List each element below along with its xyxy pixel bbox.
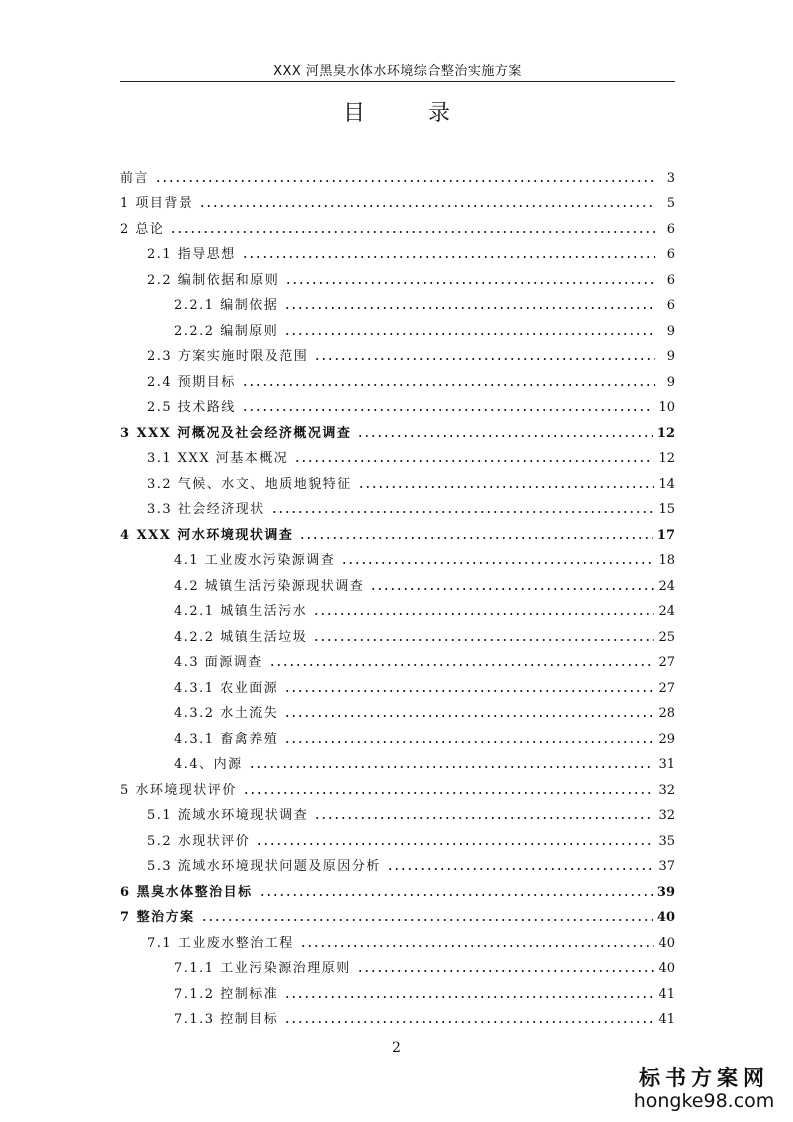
toc-entry-label: 4.4、内源 bbox=[174, 757, 243, 772]
toc-dot-leader bbox=[357, 970, 655, 972]
toc-dot-leader bbox=[155, 180, 655, 182]
toc-entry-page: 41 bbox=[658, 986, 675, 1002]
toc-entry-label: 7 整治方案 bbox=[120, 910, 195, 925]
toc-entry-label: 4.3.1 畜禽养殖 bbox=[174, 731, 279, 747]
toc-dot-leader bbox=[256, 843, 654, 845]
toc-dot-leader bbox=[201, 919, 653, 921]
toc-dot-leader bbox=[341, 562, 654, 564]
toc-entry-label: 4.3.1 农业面源 bbox=[174, 680, 279, 696]
toc-dot-leader bbox=[299, 537, 653, 539]
toc-entry-label: 4.2.1 城镇生活污水 bbox=[174, 604, 308, 619]
toc-dot-leader bbox=[387, 868, 655, 870]
toc-dot-leader bbox=[314, 358, 655, 360]
toc-dot-leader bbox=[243, 792, 655, 794]
toc-entry-page: 14 bbox=[658, 476, 675, 492]
toc-entry-label: 3.2 气候、水文、地质地貌特征 bbox=[147, 476, 352, 492]
toc-entry-page: 27 bbox=[658, 680, 675, 696]
toc-entry-page: 24 bbox=[658, 578, 675, 594]
toc-entry[interactable] bbox=[120, 517, 675, 543]
toc-entry[interactable] bbox=[120, 619, 675, 645]
toc-entry-page: 6 bbox=[666, 221, 675, 237]
toc-entry-label: 5.2 水现状评价 bbox=[147, 833, 251, 849]
toc-entry[interactable] bbox=[120, 951, 675, 977]
toc-entry[interactable] bbox=[120, 441, 675, 467]
toc-entry[interactable] bbox=[120, 594, 675, 620]
toc-entry-label: 5.1 流域水环境现状调查 bbox=[147, 808, 309, 823]
toc-entry-label: 3.1 XXX 河基本概况 bbox=[147, 451, 289, 466]
toc-entry-label: 2.2.1 编制依据 bbox=[174, 298, 279, 313]
toc-entry[interactable] bbox=[120, 262, 675, 288]
toc-entry-page: 25 bbox=[658, 629, 675, 645]
toc-dot-leader bbox=[284, 690, 654, 692]
toc-entry-label: 7.1.3 控制目标 bbox=[174, 1012, 279, 1027]
toc-entry-label: 4.2.2 城镇生活垃圾 bbox=[174, 629, 308, 645]
toc-title: 目 录 bbox=[343, 101, 478, 126]
toc-entry-page: 29 bbox=[658, 731, 675, 747]
toc-entry-page: 9 bbox=[666, 349, 675, 364]
toc-entry[interactable] bbox=[120, 492, 675, 518]
toc-dot-leader bbox=[284, 307, 655, 309]
toc-dot-leader bbox=[199, 205, 655, 207]
toc-entry[interactable] bbox=[120, 364, 675, 390]
toc-entry[interactable] bbox=[120, 925, 675, 951]
toc-entry-label: 3 XXX 河概况及社会经济概况调查 bbox=[120, 425, 352, 441]
toc-entry[interactable] bbox=[120, 645, 675, 671]
toc-entry[interactable] bbox=[120, 849, 675, 875]
toc-entry[interactable] bbox=[120, 211, 675, 237]
toc-entry-label: 7.1.1 工业污染源治理原则 bbox=[174, 961, 351, 976]
toc-entry-page: 32 bbox=[658, 808, 675, 823]
toc-entry[interactable] bbox=[120, 823, 675, 849]
toc-entry-label: 2.2 编制依据和原则 bbox=[147, 272, 280, 288]
toc-entry-label: 1 项目背景 bbox=[120, 196, 194, 211]
toc-entry-label: 4.3 面源调查 bbox=[174, 655, 263, 670]
toc-entry[interactable] bbox=[120, 339, 675, 365]
toc-entry-page: 9 bbox=[666, 374, 675, 390]
toc-entry-label: 2.4 预期目标 bbox=[147, 374, 236, 390]
page-number: 2 bbox=[392, 1040, 401, 1056]
toc-entry[interactable] bbox=[120, 288, 675, 314]
toc-dot-leader bbox=[285, 282, 655, 284]
toc-entry-label: 2.2.2 编制原则 bbox=[174, 323, 279, 339]
running-header: XXX 河黑臭水体水环境综合整治实施方案 bbox=[273, 64, 522, 79]
toc-entry[interactable] bbox=[120, 976, 675, 1002]
toc-entry-page: 17 bbox=[656, 527, 675, 543]
toc-entry-page: 40 bbox=[658, 935, 675, 951]
toc-entry[interactable] bbox=[120, 313, 675, 339]
toc-dot-leader bbox=[271, 511, 655, 513]
toc-entry-page: 40 bbox=[656, 910, 675, 925]
toc-entry-page: 12 bbox=[658, 451, 675, 466]
toc-dot-leader bbox=[259, 894, 653, 896]
toc-dot-leader bbox=[242, 409, 655, 411]
toc-entry-page: 41 bbox=[658, 1012, 675, 1027]
toc-entry-label: 2.1 指导思想 bbox=[147, 247, 236, 262]
toc-entry[interactable] bbox=[120, 900, 675, 926]
toc-entry-label: 2.5 技术路线 bbox=[147, 400, 236, 415]
toc-dot-leader bbox=[294, 460, 654, 462]
watermark-url: hongke98.com bbox=[633, 1090, 775, 1112]
toc-entry-label: 3.3 社会经济现状 bbox=[147, 502, 265, 517]
toc-entry[interactable] bbox=[120, 237, 675, 263]
toc-entry-label: 7.1 工业废水整治工程 bbox=[147, 935, 294, 951]
header-rule bbox=[120, 81, 675, 82]
toc-entry-page: 9 bbox=[666, 323, 675, 339]
toc-entry[interactable] bbox=[120, 798, 675, 824]
toc-entry-page: 31 bbox=[658, 757, 675, 772]
toc-entry[interactable] bbox=[120, 696, 675, 722]
toc-entry[interactable] bbox=[120, 772, 675, 798]
toc-dot-leader bbox=[284, 1021, 654, 1023]
toc-entry-page: 15 bbox=[658, 502, 675, 517]
toc-entry-page: 6 bbox=[666, 298, 675, 313]
toc-entry-page: 27 bbox=[658, 655, 675, 670]
toc-dot-leader bbox=[242, 384, 655, 386]
toc-dot-leader bbox=[170, 231, 655, 233]
toc-entry-page: 24 bbox=[658, 604, 675, 619]
toc-entry-page: 3 bbox=[666, 170, 675, 186]
toc-entry-page: 39 bbox=[656, 884, 675, 900]
toc-entry-page: 12 bbox=[656, 425, 675, 441]
toc-dot-leader bbox=[242, 256, 655, 258]
toc-entry-page: 18 bbox=[658, 553, 675, 568]
toc-dot-leader bbox=[249, 766, 655, 768]
toc-entry-page: 37 bbox=[658, 859, 675, 874]
toc-entry-page: 5 bbox=[666, 196, 675, 211]
toc-dot-leader bbox=[358, 486, 655, 488]
toc-dot-leader bbox=[300, 945, 655, 947]
toc-entry-page: 28 bbox=[658, 706, 675, 721]
toc-dot-leader bbox=[370, 588, 654, 590]
toc-entry-label: 4.1 工业废水污染源调查 bbox=[174, 553, 336, 568]
watermark-brand: 标书方案网 bbox=[639, 1066, 769, 1090]
toc-entry-label: 2.3 方案实施时限及范围 bbox=[147, 349, 309, 364]
toc-dot-leader bbox=[357, 435, 653, 437]
toc-entry[interactable] bbox=[120, 568, 675, 594]
toc-dot-leader bbox=[284, 741, 654, 743]
toc-entry-label: 4 XXX 河水环境现状调查 bbox=[120, 527, 294, 543]
toc-entry-page: 40 bbox=[658, 961, 675, 976]
toc-entry-label: 4.3.2 水土流失 bbox=[174, 706, 279, 721]
toc-entry[interactable] bbox=[120, 466, 675, 492]
toc-entry-label: 5.3 流域水环境现状问题及原因分析 bbox=[147, 859, 381, 874]
toc-dot-leader bbox=[313, 613, 654, 615]
toc-entry-page: 10 bbox=[658, 400, 675, 415]
toc-entry-label: 5 水环境现状评价 bbox=[120, 782, 237, 798]
toc-entry[interactable] bbox=[120, 721, 675, 747]
toc-entry[interactable] bbox=[120, 160, 675, 186]
toc-dot-leader bbox=[269, 664, 655, 666]
watermark bbox=[629, 1066, 779, 1112]
toc-entry[interactable] bbox=[120, 670, 675, 696]
toc-entry[interactable] bbox=[120, 415, 675, 441]
toc-entry-page: 6 bbox=[666, 247, 675, 262]
toc-entry-page: 32 bbox=[658, 782, 675, 798]
toc-entry-label: 4.2 城镇生活污染源现状调查 bbox=[174, 578, 365, 594]
toc-dot-leader bbox=[284, 715, 654, 717]
toc-entry-page: 35 bbox=[658, 833, 675, 849]
toc-dot-leader bbox=[284, 996, 654, 998]
toc-entry[interactable] bbox=[120, 186, 675, 212]
toc-entry-label: 7.1.2 控制标准 bbox=[174, 986, 279, 1002]
toc-entry[interactable] bbox=[120, 747, 675, 773]
toc-dot-leader bbox=[313, 639, 654, 641]
toc-entry-label: 2 总论 bbox=[120, 221, 165, 237]
toc-dot-leader bbox=[314, 817, 654, 819]
toc-entry-label: 6 黑臭水体整治目标 bbox=[120, 884, 253, 900]
toc-entry[interactable] bbox=[120, 390, 675, 416]
toc-entry-page: 6 bbox=[666, 272, 675, 288]
toc-entry[interactable] bbox=[120, 543, 675, 569]
toc-dot-leader bbox=[284, 333, 655, 335]
toc-entry[interactable] bbox=[120, 874, 675, 900]
toc-entry-label: 前言 bbox=[120, 170, 150, 186]
table-of-contents bbox=[120, 160, 675, 1027]
toc-entry[interactable] bbox=[120, 1002, 675, 1028]
